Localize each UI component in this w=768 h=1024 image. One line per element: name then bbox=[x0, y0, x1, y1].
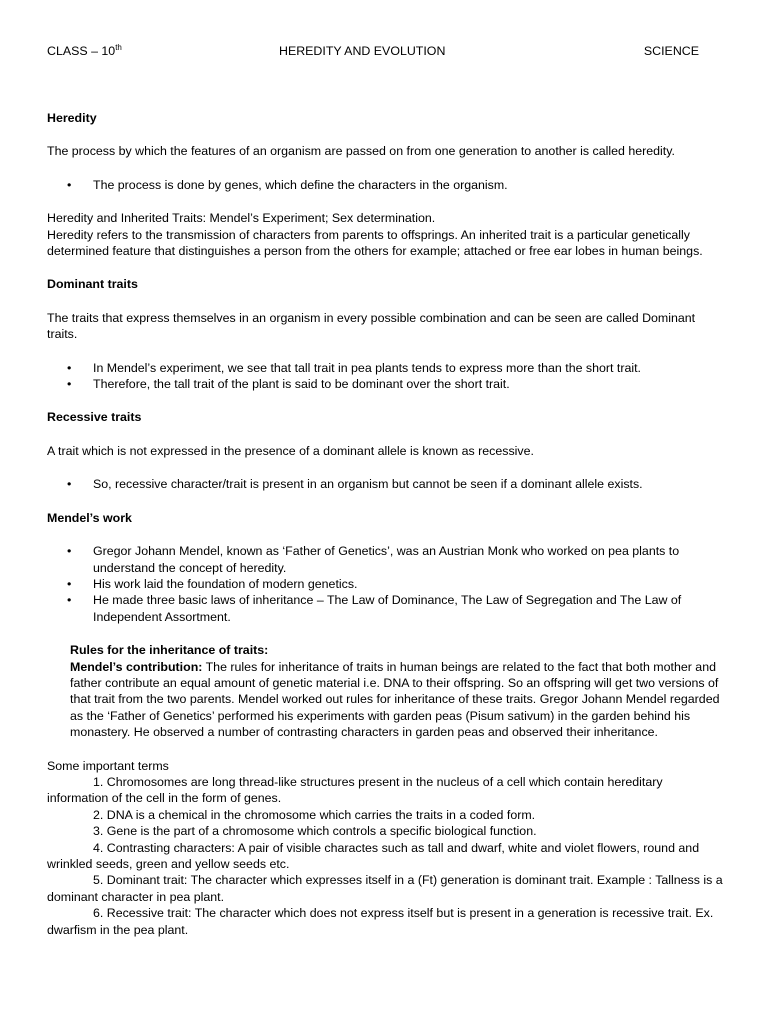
recessive-traits-definition: A trait which is not expressed in the presence of a dominant allele is known as recessive. bbox=[47, 443, 534, 458]
class-superscript: th bbox=[115, 42, 122, 52]
term-item: 2. DNA is a chemical in the chromosome which carries the traits in a coded form. bbox=[93, 807, 536, 822]
term-item: 5. Dominant trait: The character which expresses itself in a (Ft) generation is dominant trait. Example : Tallness is a dominant character in pea plant. bbox=[47, 873, 723, 904]
dominant-traits-bullets bbox=[47, 360, 723, 393]
list-item: • He made three basic laws of inheritance – The Law of Dominance, The Law of Segregation and The Law of Independent Assortment. bbox=[47, 592, 723, 625]
term-item: 1. Chromosomes are long thread-like structures present in the nucleus of a cell which contain hereditary information of the cell in the form of genes. bbox=[47, 774, 663, 806]
term-item: 4. Contrasting characters: A pair of visible charactes such as tall and dwarf, white and violet flowers, round and wrinkled seeds, green and yellow seeds etc. bbox=[47, 840, 700, 871]
inherited-traits-heading: Heredity and Inherited Traits: Mendel’s Experiment; Sex determination. bbox=[47, 211, 436, 226]
mendel-work-bullets bbox=[47, 543, 723, 625]
list-item: • So, recessive character/trait is present in an organism but cannot be seen if a dominant allele exists. bbox=[47, 476, 723, 492]
recessive-traits-heading: Recessive traits bbox=[47, 410, 142, 425]
mendel-contribution bbox=[47, 659, 723, 741]
contribution-label: Mendel’s contribution: bbox=[70, 659, 203, 674]
rules-heading: Rules for the inheritance of traits: bbox=[70, 643, 269, 658]
subject-label: SCIENCE bbox=[643, 44, 699, 58]
list-item: • In Mendel’s experiment, we see that tall trait in pea plants tends to express more than the short trait. bbox=[47, 360, 723, 376]
list-item: • Therefore, the tall trait of the plant is said to be dominant over the short trait. bbox=[47, 376, 723, 392]
list-item: • His work laid the foundation of modern genetics. bbox=[47, 576, 723, 592]
term-item: 3. Gene is the part of a chromosome which controls a specific biological function. bbox=[93, 824, 537, 839]
heredity-definition: The process by which the features of an organism are passed on from one generation to another is called heredity. bbox=[47, 144, 675, 159]
term-item: 6. Recessive trait: The character which does not express itself but is present in a generation is recessive trait. Ex. dwarfism in the pea plant. bbox=[47, 906, 714, 937]
dominant-traits-definition: The traits that express themselves in an organism in every possible combination and can be seen are called Dominant traits. bbox=[47, 310, 696, 342]
class-text: CLASS – 10 bbox=[47, 44, 116, 58]
list-item: • The process is done by genes, which define the characters in the organism. bbox=[47, 177, 723, 193]
contribution-text: The rules for inheritance of traits in human beings are related to the fact that both mother and father contribute an equal amount of genetic material i.e. DNA to their offspring. So an offspring will get two versions of that trait from the two parents. Mendel worked out rules for inheritance of these traits. Gregor Johann Mendel regarded as the ‘Father of Genetics’ performed his experiments with garden peas (Pisum sativum) in the garden behind his monastery. He observed a number of contrasting characters in garden peas and observed their inheritance. bbox=[70, 659, 720, 740]
document-body bbox=[47, 110, 723, 938]
recessive-traits-bullets bbox=[47, 476, 723, 492]
page-header bbox=[47, 44, 699, 62]
dominant-traits-heading: Dominant traits bbox=[47, 277, 138, 292]
list-item: • Gregor Johann Mendel, known as ‘Father of Genetics’, was an Austrian Monk who worked on pea plants to understand the concept of heredity. bbox=[47, 543, 723, 576]
heredity-bullets bbox=[47, 177, 723, 193]
class-label bbox=[47, 44, 122, 58]
mendel-work-heading: Mendel’s work bbox=[47, 510, 132, 525]
document-title: HEREDITY AND EVOLUTION bbox=[279, 44, 446, 58]
rules-section bbox=[47, 642, 723, 740]
heredity-heading: Heredity bbox=[47, 111, 97, 125]
inherited-traits-text: Heredity refers to the transmission of characters from parents to offsprings. An inherited trait is a particular genetically determined feature that distinguishes a person from the others for example; attached or free ear lobes in human beings. bbox=[47, 227, 703, 259]
important-terms-heading: Some important terms bbox=[47, 758, 169, 773]
